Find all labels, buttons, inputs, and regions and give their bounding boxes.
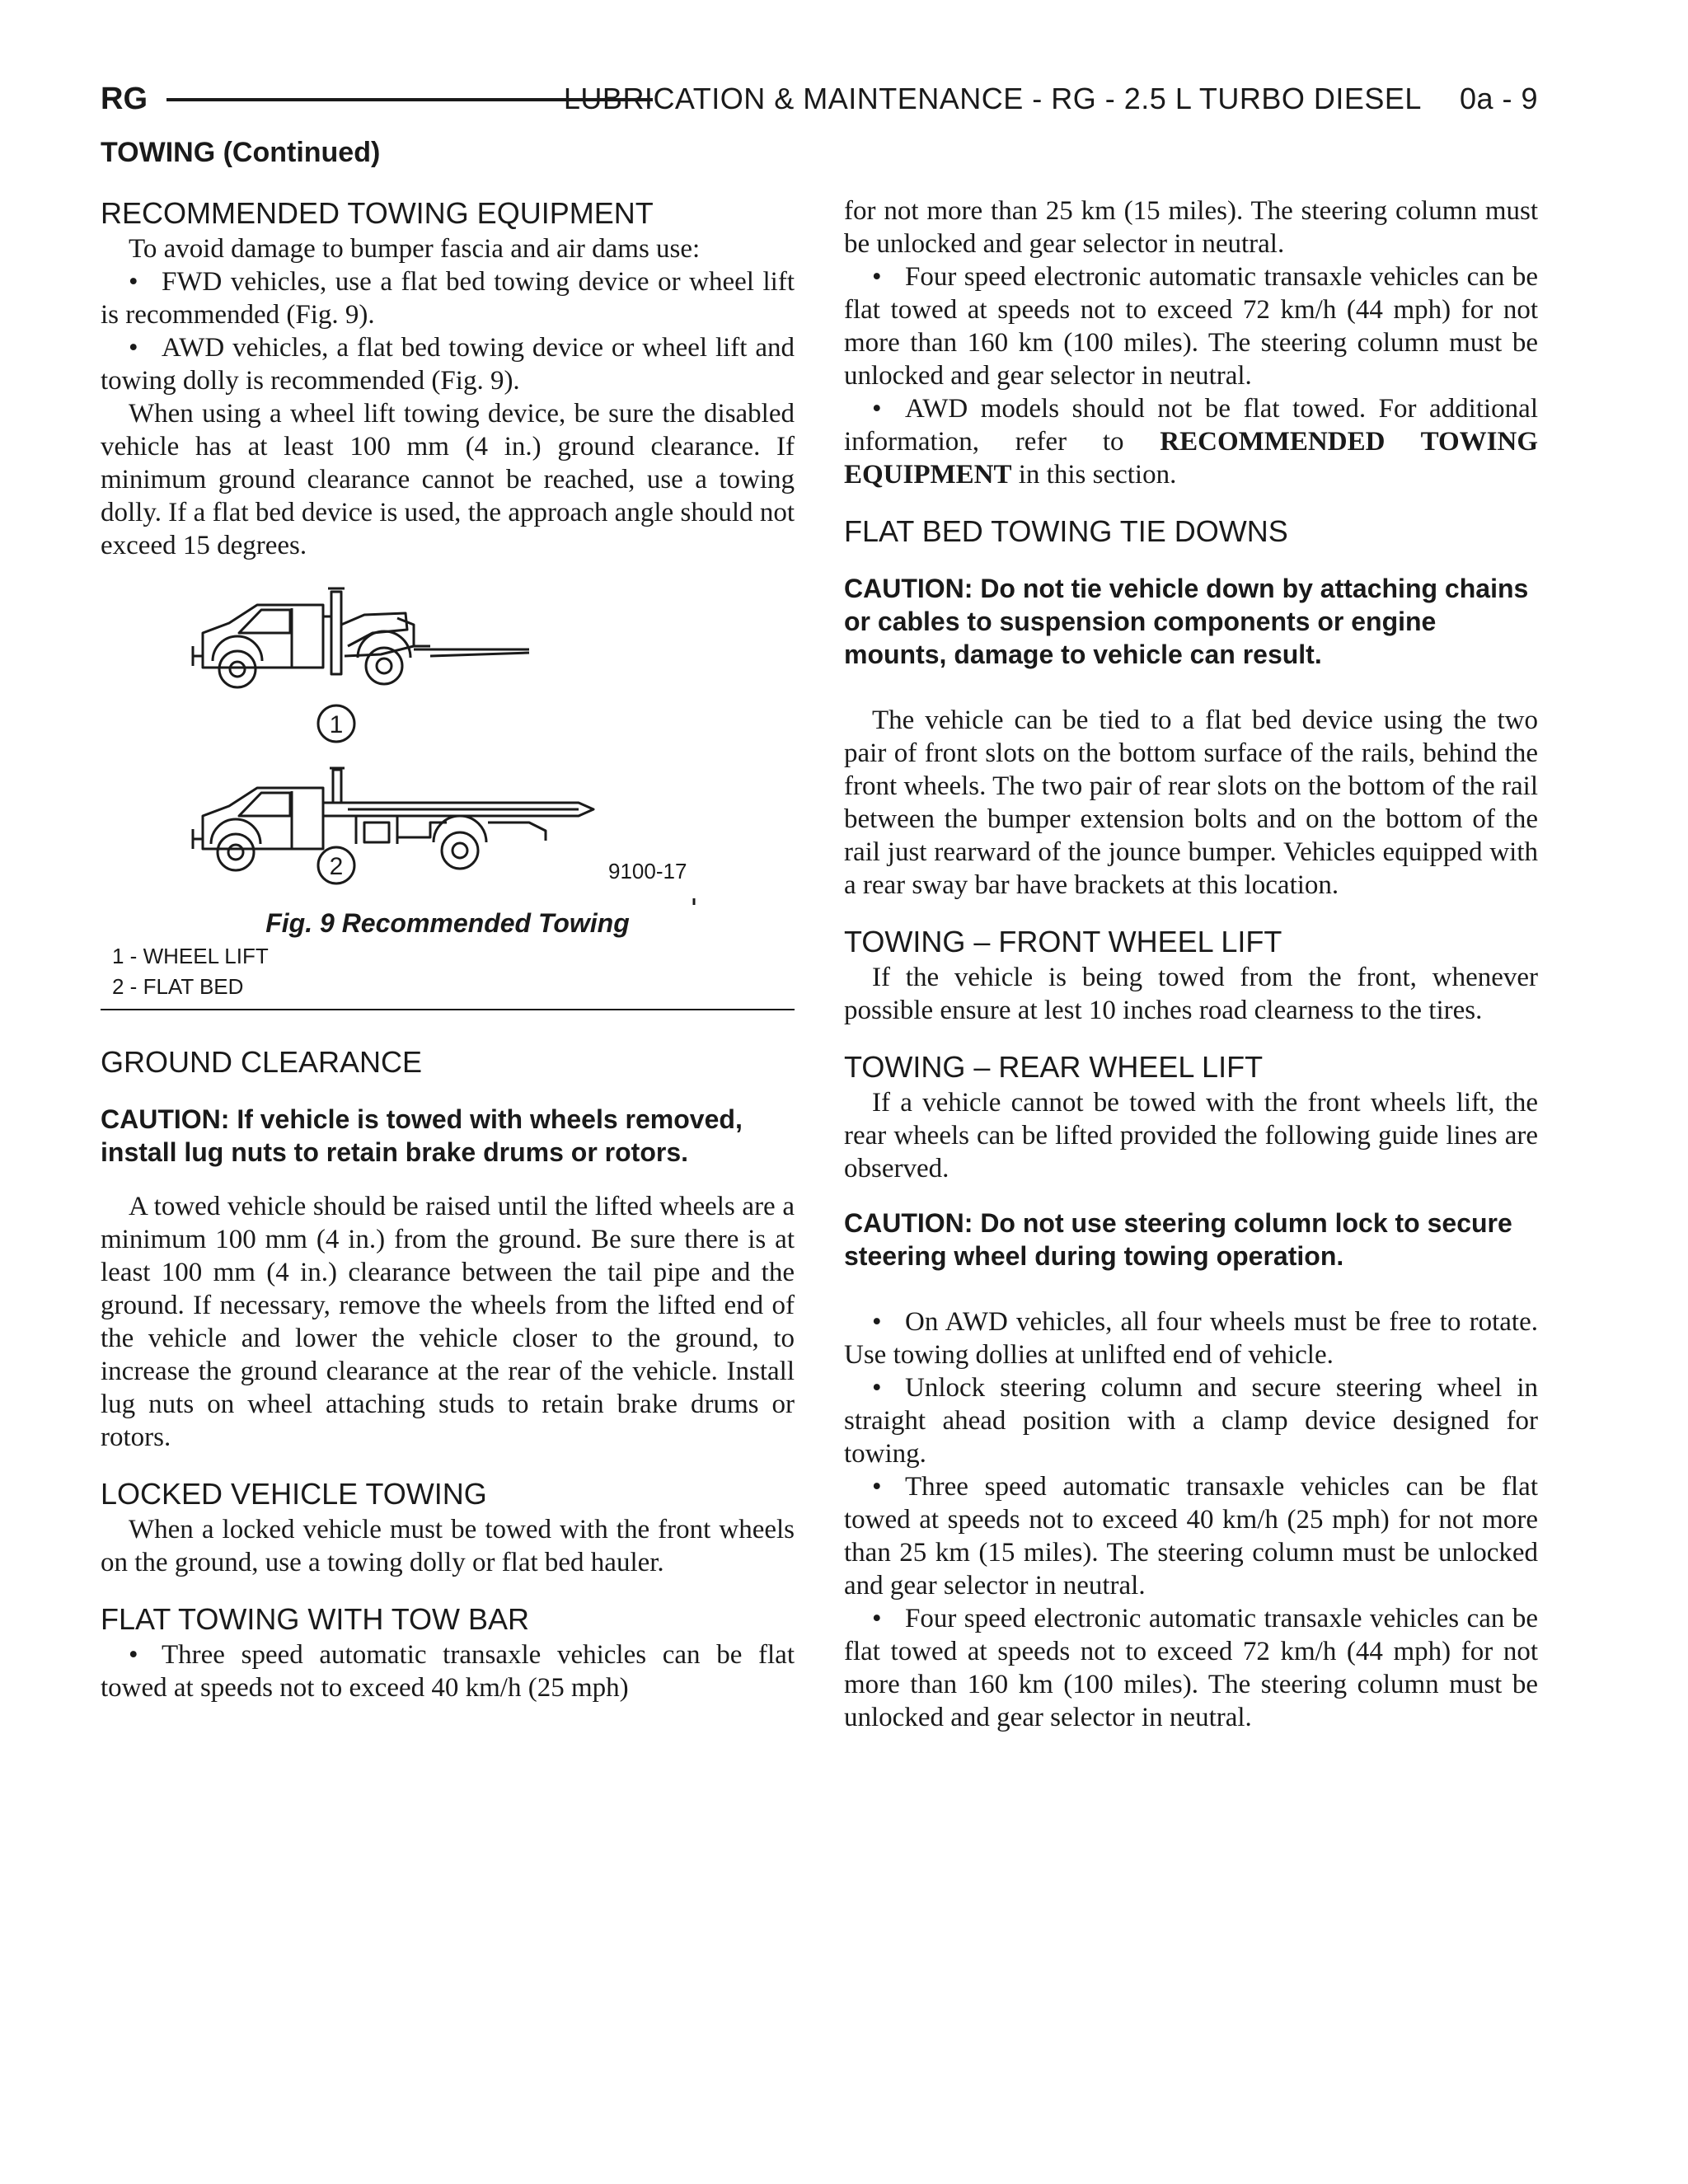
header-title: LUBRICATION & MAINTENANCE - RG - 2.5 L TURBO DIESEL: [563, 82, 1422, 115]
left-column: [101, 194, 795, 1704]
cross-reference: RECOMMENDED TOWING EQUIPMENT: [844, 427, 1539, 490]
bullet-icon: •: [872, 1307, 882, 1337]
rear-wheel-lift-paragraph: If a vehicle cannot be towed with the front wheels lift, the rear wheels can be lifted provided the following guide lines are observed.: [844, 1088, 1538, 1183]
header-section-code: RG: [101, 82, 148, 116]
flat-towing-bullet-awd: • AWD models should not be flat towed. For additional information, refer to RECOMMENDED TOWING EQUIPMENT in this section.: [844, 394, 1539, 490]
front-wheel-lift-paragraph: If the vehicle is being towed from the front, whenever possible ensure at lest 10 inches road clearness to the tires.: [844, 963, 1538, 1025]
figure-legend-2: 2 - FLAT BED: [112, 974, 244, 999]
right-column: [844, 194, 1538, 1734]
bullet-icon: •: [872, 1472, 882, 1502]
heading-flat-towing-tow-bar: FLAT TOWING WITH TOW BAR: [101, 1602, 530, 1636]
recommended-intro: To avoid damage to bumper fascia and air dams use:: [129, 234, 701, 264]
figure-code: 9100-17: [608, 859, 687, 883]
bullet-icon: •: [129, 1640, 138, 1670]
wheel-lift-truck-drawing: [193, 588, 529, 687]
ground-clearance-paragraph: A towed vehicle should be raised until the lifted wheels are a minimum 100 mm (4 in.) from the ground. Be sure there is at least 100 mm (4 in.) clearance between the tail pipe and the ground. If necessary, remove the wheels from the lifted end of the vehicle and lower the vehicle closer to the ground, to increase the ground clearance at the rear of the vehicle. Install lug nuts on wheel attaching studs to retain brake drums or rotors.: [101, 1192, 795, 1452]
recommended-bullet-fwd: • FWD vehicles, use a flat bed towing device or wheel lift is recommended (Fig. 9).: [101, 267, 795, 330]
tow-truck-illustration: [101, 575, 795, 905]
heading-recommended-towing-equipment: RECOMMENDED TOWING EQUIPMENT: [101, 196, 654, 230]
callout-1: 1: [329, 711, 344, 738]
figure-caption: Fig. 9 Recommended Towing: [265, 908, 630, 938]
recommended-bullet-awd: • AWD vehicles, a flat bed towing device or wheel lift and towing dolly is recommended (Fig. 9).: [101, 333, 795, 396]
flat-towing-bullet-three-speed: • Three speed automatic transaxle vehicles can be flat towed at speeds not to exceed 40 km/h (25 mph): [101, 1640, 795, 1703]
heading-ground-clearance: GROUND CLEARANCE: [101, 1045, 423, 1079]
rear-lift-bullet-four-speed: • Four speed electronic automatic transaxle vehicles can be flat towed at speeds not to exceed 72 km/h (44 mph) for not more than 160 km (100 miles). The steering column must be unlocked and gear selector in neutral.: [844, 1604, 1538, 1732]
ground-clearance-caution: CAUTION: If vehicle is towed with wheels removed, install lug nuts to retain brake drums or rotors.: [101, 1104, 743, 1167]
rear-lift-bullet-three-speed: • Three speed automatic transaxle vehicles can be flat towed at speeds not to exceed 40 km/h (25 mph) for not more than 25 km (15 miles). The steering column must be unlocked and gear selector in neutral.: [844, 1472, 1538, 1601]
bullet-icon: •: [872, 1604, 882, 1633]
heading-rear-wheel-lift: TOWING – REAR WHEEL LIFT: [844, 1050, 1264, 1084]
rear-lift-bullet-steering: • Unlock steering column and secure steering wheel in straight ahead position with a clamp device designed for towing.: [844, 1373, 1538, 1469]
flat-towing-bullet-four-speed: • Four speed electronic automatic transaxle vehicles can be flat towed at speeds not to exceed 72 km/h (44 mph) for not more than 160 km (100 miles). The steering column must be unlocked and gear selector in neutral.: [844, 262, 1538, 391]
flat-bed-truck-drawing: [193, 768, 593, 870]
heading-locked-vehicle-towing: LOCKED VEHICLE TOWING: [101, 1477, 487, 1511]
page-number: 0a - 9: [1459, 82, 1538, 115]
figure-recommended-towing: [101, 575, 795, 905]
bullet-icon: •: [872, 1373, 882, 1403]
recommended-paragraph: When using a wheel lift towing device, be sure the disabled vehicle has at least 100 mm (4 in.) ground clearance. If minimum ground clearance cannot be reached, use a towing dolly. If a flat bed device is used, the approach angle should not exceed 15 degrees.: [101, 399, 795, 560]
rear-wheel-lift-caution: CAUTION: Do not use steering column lock to secure steering wheel during towing operation.: [844, 1208, 1512, 1271]
bullet-icon: •: [872, 262, 882, 292]
locked-vehicle-paragraph: When a locked vehicle must be towed with the front wheels on the ground, use a towing dolly or flat bed hauler.: [101, 1515, 795, 1577]
figure-legend-1: 1 - WHEEL LIFT: [112, 944, 269, 968]
flat-towing-continued: for not more than 25 km (15 miles). The steering column must be unlocked and gear selector in neutral.: [844, 196, 1538, 259]
header-title-group: [564, 79, 1538, 119]
bullet-icon: •: [872, 394, 882, 424]
section-continued-title: TOWING (Continued): [101, 137, 381, 168]
callout-2: 2: [329, 853, 344, 880]
heading-front-wheel-lift: TOWING – FRONT WHEEL LIFT: [844, 925, 1282, 958]
rear-lift-bullet-awd: • On AWD vehicles, all four wheels must be free to rotate. Use towing dollies at unlifted end of vehicle.: [844, 1307, 1538, 1370]
tie-downs-paragraph: The vehicle can be tied to a flat bed device using the two pair of front slots on the bottom surface of the rails, behind the front wheels. The two pair of rear slots on the bottom of the rail between the bumper extension bolts and on the bottom of the rail just rearward of the jounce bumper. Vehicles equipped with a rear sway bar have brackets at this location.: [844, 705, 1538, 900]
tie-downs-caution: CAUTION: Do not tie vehicle down by attaching chains or cables to suspension components or engine mounts, damage to vehicle can result.: [844, 574, 1529, 669]
page-header: [101, 79, 1538, 120]
bullet-icon: •: [129, 267, 138, 297]
heading-flat-bed-tie-downs: FLAT BED TOWING TIE DOWNS: [844, 514, 1288, 548]
bullet-icon: •: [129, 333, 138, 363]
